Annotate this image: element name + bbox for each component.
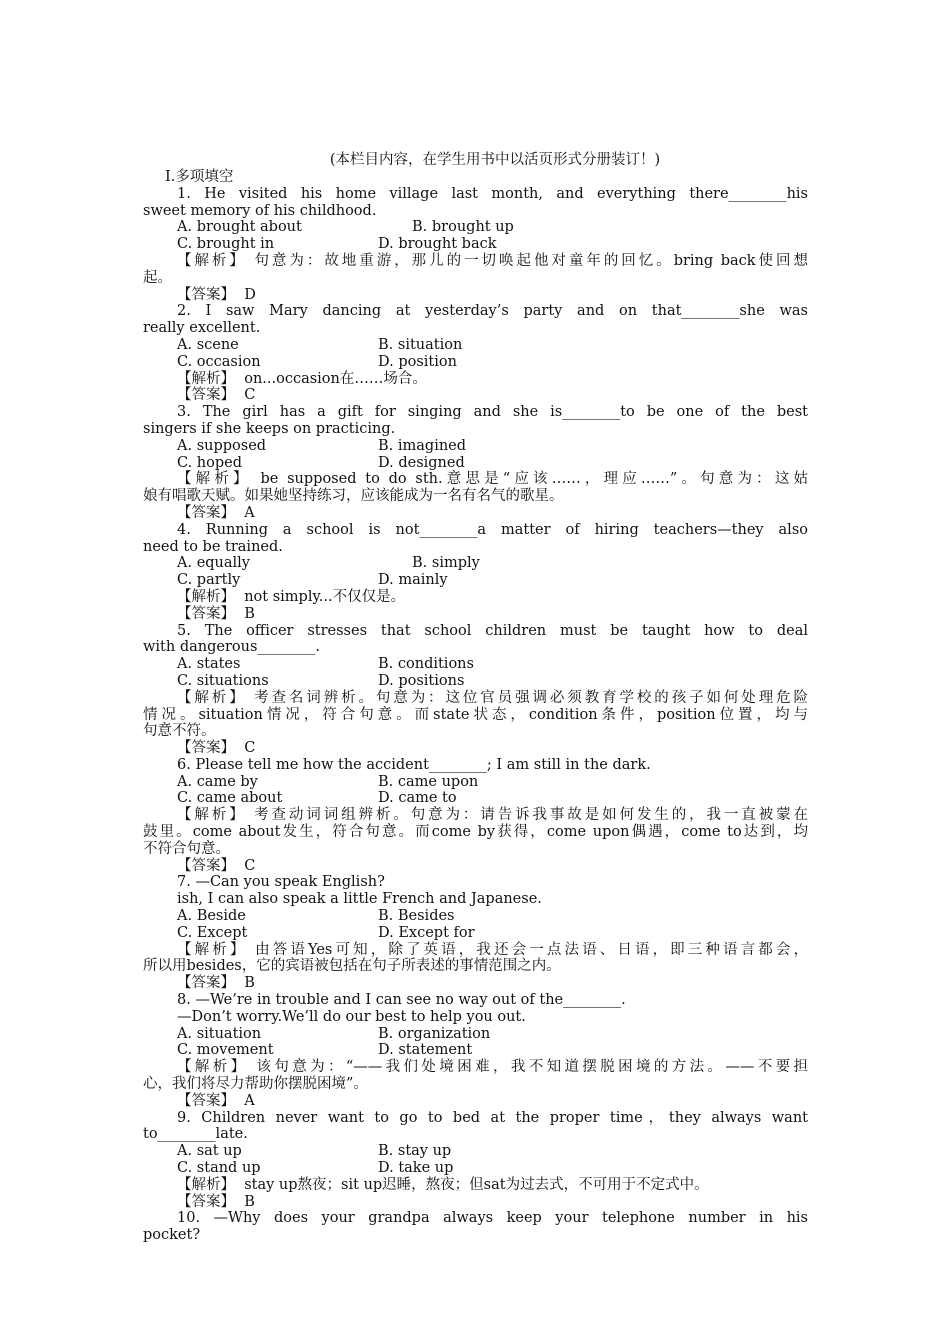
- question-9-stem-line-2: to________late.: [143, 1126, 248, 1143]
- option-d: D. take up: [378, 1160, 454, 1177]
- option-b: B. imagined: [378, 437, 467, 454]
- question-4-analysis-line-1: 【解析】 not simply...不仅仅是。: [177, 588, 406, 605]
- question-3-stem-line-1: 3. The girl has a gift for singing and she is________to be one of the best: [177, 404, 808, 421]
- question-4-stem-line-2: need to be trained.: [143, 538, 283, 555]
- question-7-options-row-2: [143, 925, 808, 942]
- question-5-options-row-2: [143, 673, 808, 690]
- question-1-analysis-line-2: 起。: [143, 269, 172, 286]
- question-1-stem-line-2: sweet memory of his childhood.: [143, 202, 377, 219]
- question-3-options-row-2: [143, 455, 808, 472]
- question-3-answer: 【答案】 A: [177, 504, 255, 521]
- question-2-stem-line-1: 2. I saw Mary dancing at yesterday’s party and on that________she was: [177, 303, 808, 320]
- question-5-answer: 【答案】 C: [177, 740, 256, 757]
- question-5-analysis-line-2: 情况。situation情况，符合句意。而state状态，condition条件，position位置，均与: [143, 706, 808, 723]
- question-8-options-row-1: [143, 1026, 808, 1043]
- question-8-analysis-line-2: 心，我们将尽力帮助你摆脱困境”。: [143, 1076, 368, 1093]
- option-c: C. movement: [177, 1042, 274, 1059]
- option-c: C. came about: [177, 790, 283, 807]
- question-2-analysis-line-1: 【解析】 on...occasion在……场合。: [177, 370, 427, 387]
- option-a: A. came by: [177, 773, 258, 790]
- question-1-options-row-1: [143, 219, 808, 236]
- option-a: A. equally: [177, 555, 251, 572]
- question-10-stem-line-1: 10. —Why does your grandpa always keep your telephone number in his: [177, 1210, 808, 1227]
- question-5-analysis-line-1: 【解析】 考查名词辨析。句意为：这位官员强调必须教育学校的孩子如何处理危险: [177, 689, 808, 706]
- option-b: B. Besides: [378, 908, 455, 925]
- option-c: C. stand up: [177, 1160, 261, 1177]
- question-9-options-row-1: [143, 1143, 808, 1160]
- question-5-stem-line-1: 5. The officer stresses that school children must be taught how to deal: [177, 622, 808, 639]
- option-b: B. conditions: [378, 656, 474, 673]
- question-2-stem-line-2: really excellent.: [143, 320, 261, 337]
- question-1-stem-line-1: 1. He visited his home village last month, and everything there________his: [177, 185, 808, 202]
- question-1-analysis-line-1: 【解析】 句意为：故地重游，那儿的一切唤起他对童年的回忆。bring back使回想: [177, 252, 808, 269]
- question-7-options-row-1: [143, 908, 808, 925]
- question-4-answer: 【答案】 B: [177, 605, 255, 622]
- option-b: B. brought up: [412, 219, 514, 236]
- question-9-stem-line-1: 9. Children never want to go to bed at the proper time，they always want: [177, 1109, 808, 1126]
- option-d: D. designed: [378, 454, 465, 471]
- option-d: D. brought back: [378, 236, 497, 253]
- option-c: C. Except: [177, 924, 248, 941]
- option-c: C. hoped: [177, 454, 243, 471]
- option-d: D. statement: [378, 1042, 473, 1059]
- option-c: C. occasion: [177, 353, 261, 370]
- question-6-analysis-line-1: 【解析】 考查动词词组辨析。句意为：请告诉我事故是如何发生的，我一直被蒙在: [177, 807, 808, 824]
- question-5-options-row-1: [143, 656, 808, 673]
- header-note: (本栏目内容，在学生用书中以活页形式分册装订！): [329, 152, 661, 168]
- section-title: Ⅰ.多项填空: [165, 169, 234, 185]
- option-a: A. supposed: [177, 437, 267, 454]
- option-c: C. partly: [177, 572, 241, 589]
- option-a: A. brought about: [177, 219, 302, 236]
- question-7-analysis-line-1: 【解析】 由答语Yes可知，除了英语，我还会一点法语、日语，即三种语言都会，: [177, 941, 808, 958]
- question-1-options-row-2: [143, 236, 808, 253]
- question-7-stem-line-1: 7. —Can you speak English?: [177, 874, 385, 891]
- option-d: D. positions: [378, 672, 465, 689]
- option-a: A. situation: [177, 1025, 262, 1042]
- option-b: B. came upon: [378, 773, 479, 790]
- option-a: A. scene: [177, 336, 239, 353]
- question-7-answer: 【答案】 B: [177, 975, 255, 992]
- question-1-answer: 【答案】 D: [177, 286, 256, 303]
- question-5-stem-line-2: with dangerous________.: [143, 639, 321, 656]
- option-d: D. mainly: [378, 572, 448, 589]
- question-8-options-row-2: [143, 1042, 808, 1059]
- question-9-answer: 【答案】 B: [177, 1193, 255, 1210]
- question-3-analysis-line-2: 娘有唱歌天赋。如果她坚持练习，应该能成为一名有名气的歌星。: [143, 488, 564, 505]
- option-c: C. brought in: [177, 236, 275, 253]
- question-6-stem-line-1: 6. Please tell me how the accident________; I am still in the dark.: [177, 756, 651, 773]
- question-6-options-row-2: [143, 790, 808, 807]
- question-6-analysis-line-3: 不符合句意。: [143, 840, 230, 857]
- question-7-stem-line-2: ish, I can also speak a little French and Japanese.: [177, 891, 542, 908]
- question-8-analysis-line-1: 【解析】 该句意为：“——我们处境困难，我不知道摆脱困境的方法。——不要担: [177, 1059, 808, 1076]
- question-2-options-row-2: [143, 354, 808, 371]
- question-3-analysis-line-1: 【解析】 be supposed to do sth.意思是“应该……，理应……”。句意为：这姑: [177, 471, 808, 488]
- question-6-answer: 【答案】 C: [177, 857, 256, 874]
- option-d: D. came to: [378, 790, 457, 807]
- option-d: D. position: [378, 353, 457, 370]
- question-2-options-row-1: [143, 337, 808, 354]
- option-a: A. sat up: [177, 1143, 242, 1160]
- option-a: A. Beside: [177, 908, 246, 925]
- question-8-stem-line-1: 8. —We’re in trouble and I can see no way out of the________.: [177, 992, 626, 1009]
- question-4-options-row-1: [143, 555, 808, 572]
- question-5-analysis-line-3: 句意不符。: [143, 723, 216, 740]
- exercise-content: [143, 169, 808, 1244]
- option-d: D. Except for: [378, 924, 475, 941]
- option-b: B. stay up: [378, 1143, 452, 1160]
- option-b: B. organization: [378, 1025, 491, 1042]
- question-9-analysis-line-1: 【解析】 stay up熬夜；sit up迟睡，熬夜；但sat为过去式，不可用于不定式中。: [177, 1176, 709, 1193]
- question-8-answer: 【答案】 A: [177, 1092, 255, 1109]
- question-6-analysis-line-2: 鼓里。come about发生，符合句意。而come by获得，come upon偶遇，come to达到，均: [143, 824, 808, 841]
- question-7-analysis-line-2: 所以用besides，它的宾语被包括在句子所表述的事情范围之内。: [143, 958, 561, 975]
- question-3-options-row-1: [143, 438, 808, 455]
- question-9-options-row-2: [143, 1160, 808, 1177]
- option-b: B. situation: [378, 336, 463, 353]
- question-2-answer: 【答案】 C: [177, 387, 256, 404]
- question-4-options-row-2: [143, 572, 808, 589]
- question-10-stem-line-2: pocket?: [143, 1227, 201, 1244]
- option-c: C. situations: [177, 672, 269, 689]
- question-6-options-row-1: [143, 774, 808, 791]
- option-a: A. states: [177, 656, 241, 673]
- question-4-stem-line-1: 4. Running a school is not________a matter of hiring teachers—they also: [177, 521, 808, 538]
- question-8-stem-line-2: —Don’t worry.We’ll do our best to help you out.: [177, 1008, 526, 1025]
- option-b: B. simply: [412, 555, 480, 572]
- question-3-stem-line-2: singers if she keeps on practicing.: [143, 420, 396, 437]
